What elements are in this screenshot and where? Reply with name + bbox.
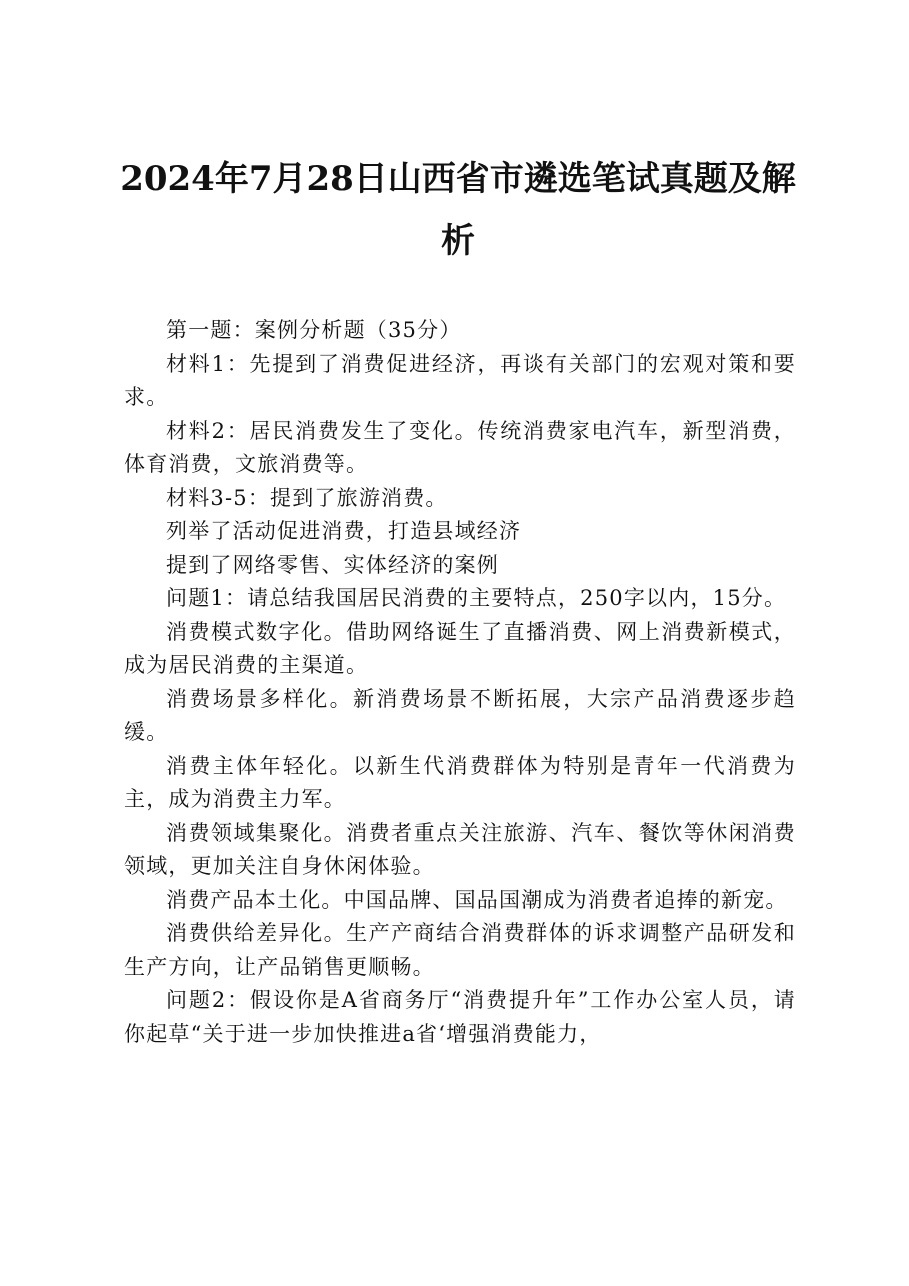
document-title xyxy=(118,148,798,272)
paragraph-answer-digital: 消费模式数字化。借助网络诞生了直播消费、网上消费新模式，成为居民消费的主渠道。 xyxy=(124,619,796,677)
paragraph-answer-local: 消费产品本土化。中国品牌、国品国潮成为消费者追捧的新宠。 xyxy=(166,887,788,912)
paragraph-question-2: 问题2：假设你是A省商务厅“消费提升年”工作办公室人员，请你起草“关于进一步加快推进a省‘增强消费能力， xyxy=(124,988,796,1046)
paragraph-cases: 提到了网络零售、实体经济的案例 xyxy=(166,552,499,577)
title-line-1: 2024年7月28日山西省市遴选笔试真题及解 xyxy=(120,159,796,199)
paragraph-question-1: 问题1：请总结我国居民消费的主要特点，250字以内，15分。 xyxy=(166,586,787,610)
paragraph-answer-scenes: 消费场景多样化。新消费场景不断拓展，大宗产品消费逐步趋缓。 xyxy=(124,686,796,744)
title-line-2: 析 xyxy=(441,221,475,261)
paragraph-answer-supply: 消费供给差异化。生产产商结合消费群体的诉求调整产品研发和生产方向，让产品销售更顺畅。 xyxy=(124,921,796,979)
paragraph-activities: 列举了活动促进消费，打造县域经济 xyxy=(166,519,522,543)
paragraph-material-3-5: 材料3-5：提到了旅游消费。 xyxy=(166,485,448,510)
paragraph-material-2: 材料2：居民消费发生了变化。传统消费家电汽车，新型消费，体育消费，文旅消费等。 xyxy=(124,418,796,476)
paragraph-answer-fields: 消费领域集聚化。消费者重点关注旅游、汽车、餐饮等休闲消费领域，更加关注自身休闲体验。 xyxy=(124,820,796,878)
paragraph-question-1-heading: 第一题：案例分析题（35分） xyxy=(166,318,462,342)
paragraph-material-1: 材料1：先提到了消费促进经济，再谈有关部门的宏观对策和要求。 xyxy=(124,351,796,409)
paragraph-answer-young: 消费主体年轻化。以新生代消费群体为特别是青年一代消费为主，成为消费主力军。 xyxy=(124,753,796,811)
document-body xyxy=(124,314,796,1051)
